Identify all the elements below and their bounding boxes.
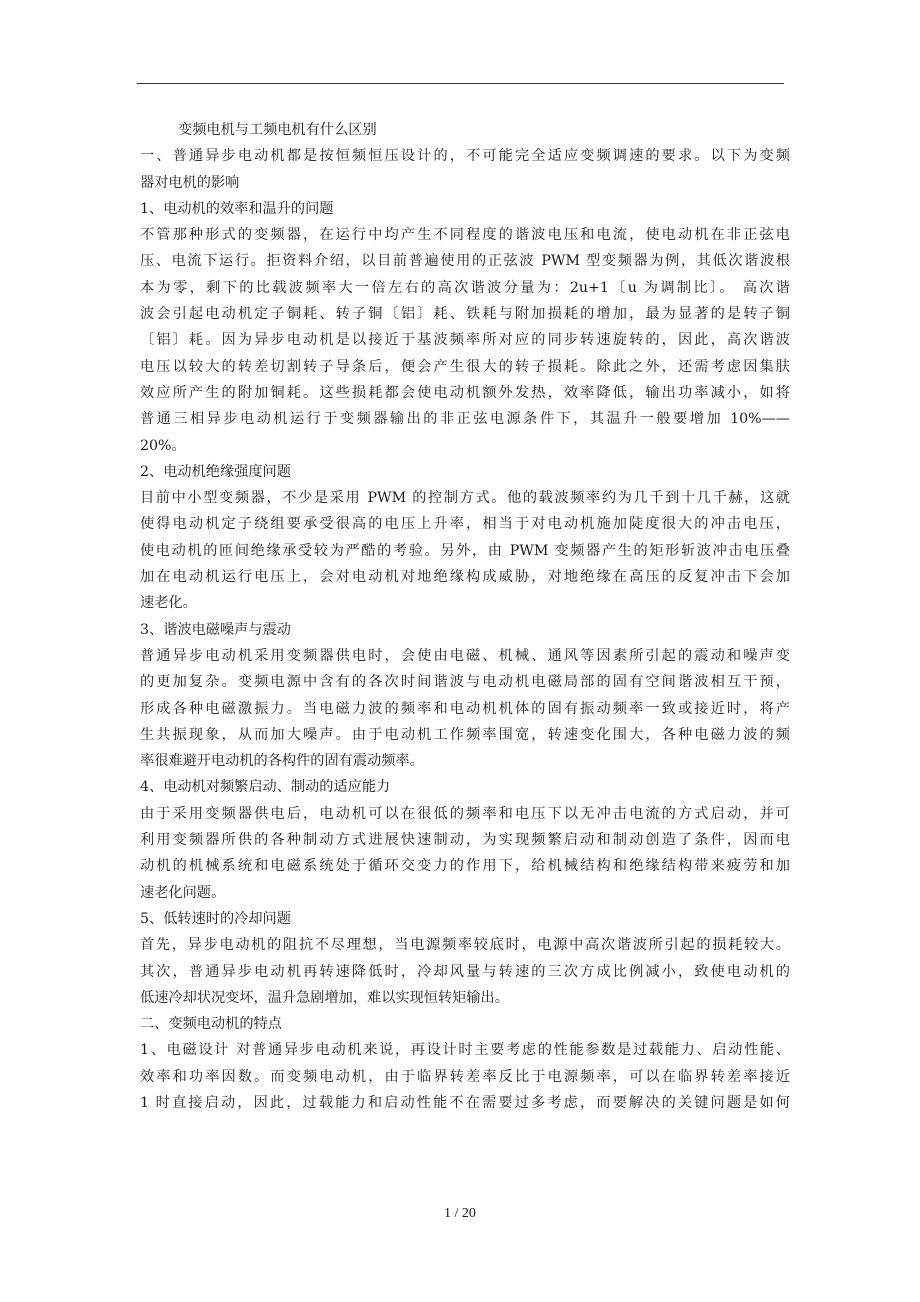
text-line: 速老化。 [140,595,197,612]
text-line: 压、电流下运行。拒资料介绍，以目前普遍使用的正弦波 PWM 型变频器为例，其低次谐波根 [140,253,790,270]
section-heading: 4、电动机对频繁启动、制动的适应能力 [140,779,391,796]
section-heading: 2、电动机绝缘强度问题 [140,463,291,480]
text-line: 低速冷却状况变坏，温升急剧增加，难以实现恒转矩输出。 [140,989,509,1006]
text-line: 其次，普通异步电动机再转速降低时，冷却风量与转速的三次方成比例减小，致使电动机的 [140,963,790,980]
text-line: 1、电磁设计 对普通异步电动机来说，再设计时主要考虑的性能参数是过载能力、启动性能、 [140,1042,790,1059]
text-line: 效应所产生的附加铜耗。这些损耗都会使电动机额外发热，效率降低，输出功率减小，如将 [140,384,790,401]
header-rule [137,83,784,84]
text-line: 波会引起电动机定子铜耗、转子铜〔铝〕耗、铁耗与附加损耗的增加，最为显著的是转子铜 [140,306,790,323]
text-line: 器对电机的影响 [140,174,240,191]
text-line: 〔铝〕耗。因为异步电动机是以接近于基波频率所对应的同步转速旋转的，因此，高次谐波 [140,332,790,349]
text-line: 速老化问题。 [140,884,226,901]
text-line: 普通异步电动机采用变频器供电时，会使由电磁、机械、通风等因素所引起的震动和噪声变 [140,647,790,664]
text-line: 生共振现象，从而加大噪声。由于电动机工作频率围宽，转速变化围大，各种电磁力波的频 [140,726,790,743]
text-line: 效率和功率因数。而变频电动机，由于临界转差率反比于电源频率，可以在临界转差率接近 [140,1068,790,1085]
text-line: 的更加复杂。变频电源中含有的各次时间谐波与电动机电磁局部的固有空间谐波相互干预， [140,674,790,691]
text-line: 率很难避开电动机的各构件的固有震动频率。 [140,753,424,770]
document-body [140,117,790,1116]
text-line: 本为零，剩下的比载波频率大一倍左右的高次谐波分量为：2u+1〔u 为调制比〕。 高次谐 [140,279,790,296]
section-heading: 1、电动机的效率和温升的问题 [140,200,334,217]
text-line: 首先，异步电动机的阻抗不尽理想，当电源频率较底时，电源中高次谐波所引起的损耗较大。 [140,937,790,954]
text-line: 20%。 [140,437,186,454]
text-line: 由于采用变频器供电后，电动机可以在很低的频率和电压下以无冲击电流的方式启动，并可 [140,805,790,822]
page-number: 1 / 20 [444,1206,476,1221]
section-heading: 5、低转速时的冷却问题 [140,910,291,927]
text-line: 一、普通异步电动机都是按恒频恒压设计的，不可能完全适应变频调速的要求。以下为变频 [140,148,790,165]
section-heading: 二、变频电动机的特点 [140,1016,282,1033]
text-line: 使得电动机定子绕组要承受很高的电压上升率，相当于对电动机施加陡度很大的冲击电压， [140,516,790,533]
text-line: 目前中小型变频器，不少是采用 PWM 的控制方式。他的载波频率约为几千到十几千赫，这就 [140,490,790,507]
section-heading: 3、谐波电磁噪声与震动 [140,621,291,638]
text-line: 利用变频器所供的各种制动方式进展快速制动，为实现频繁启动和制动创造了条件，因而电 [140,832,790,849]
text-line: 普通三相异步电动机运行于变频器输出的非正弦电源条件下，其温升一般要增加 10%—— [140,411,790,428]
text-line: 动机的机械系统和电磁系统处于循环交变力的作用下，给机械结构和绝缘结构带来疲劳和加 [140,858,790,875]
text-line: 电压以较大的转差切割转子导条后，便会产生很大的转子损耗。除此之外，还需考虑因集肤 [140,358,790,375]
text-line: 使电动机的匝间绝缘承受较为严酷的考验。另外，由 PWM 变频器产生的矩形斩波冲击电压叠 [140,542,790,559]
document-title: 变频电机与工频电机有什么区别 [178,122,377,138]
text-line: 加在电动机运行电压上，会对电动机对地绝缘构成威胁，对地绝缘在高压的反复冲击下会加 [140,569,790,586]
text-line: 不管那种形式的变频器，在运行中均产生不同程度的谐波电压和电流，使电动机在非正弦电 [140,227,790,244]
text-line: 1 时直接启动，因此，过载能力和启动性能不在需要过多考虑，而要解决的关键问题是如何 [140,1094,790,1111]
text-line: 形成各种电磁激振力。当电磁力波的频率和电动机机体的固有振动频率一致或接近时，将产 [140,700,790,717]
